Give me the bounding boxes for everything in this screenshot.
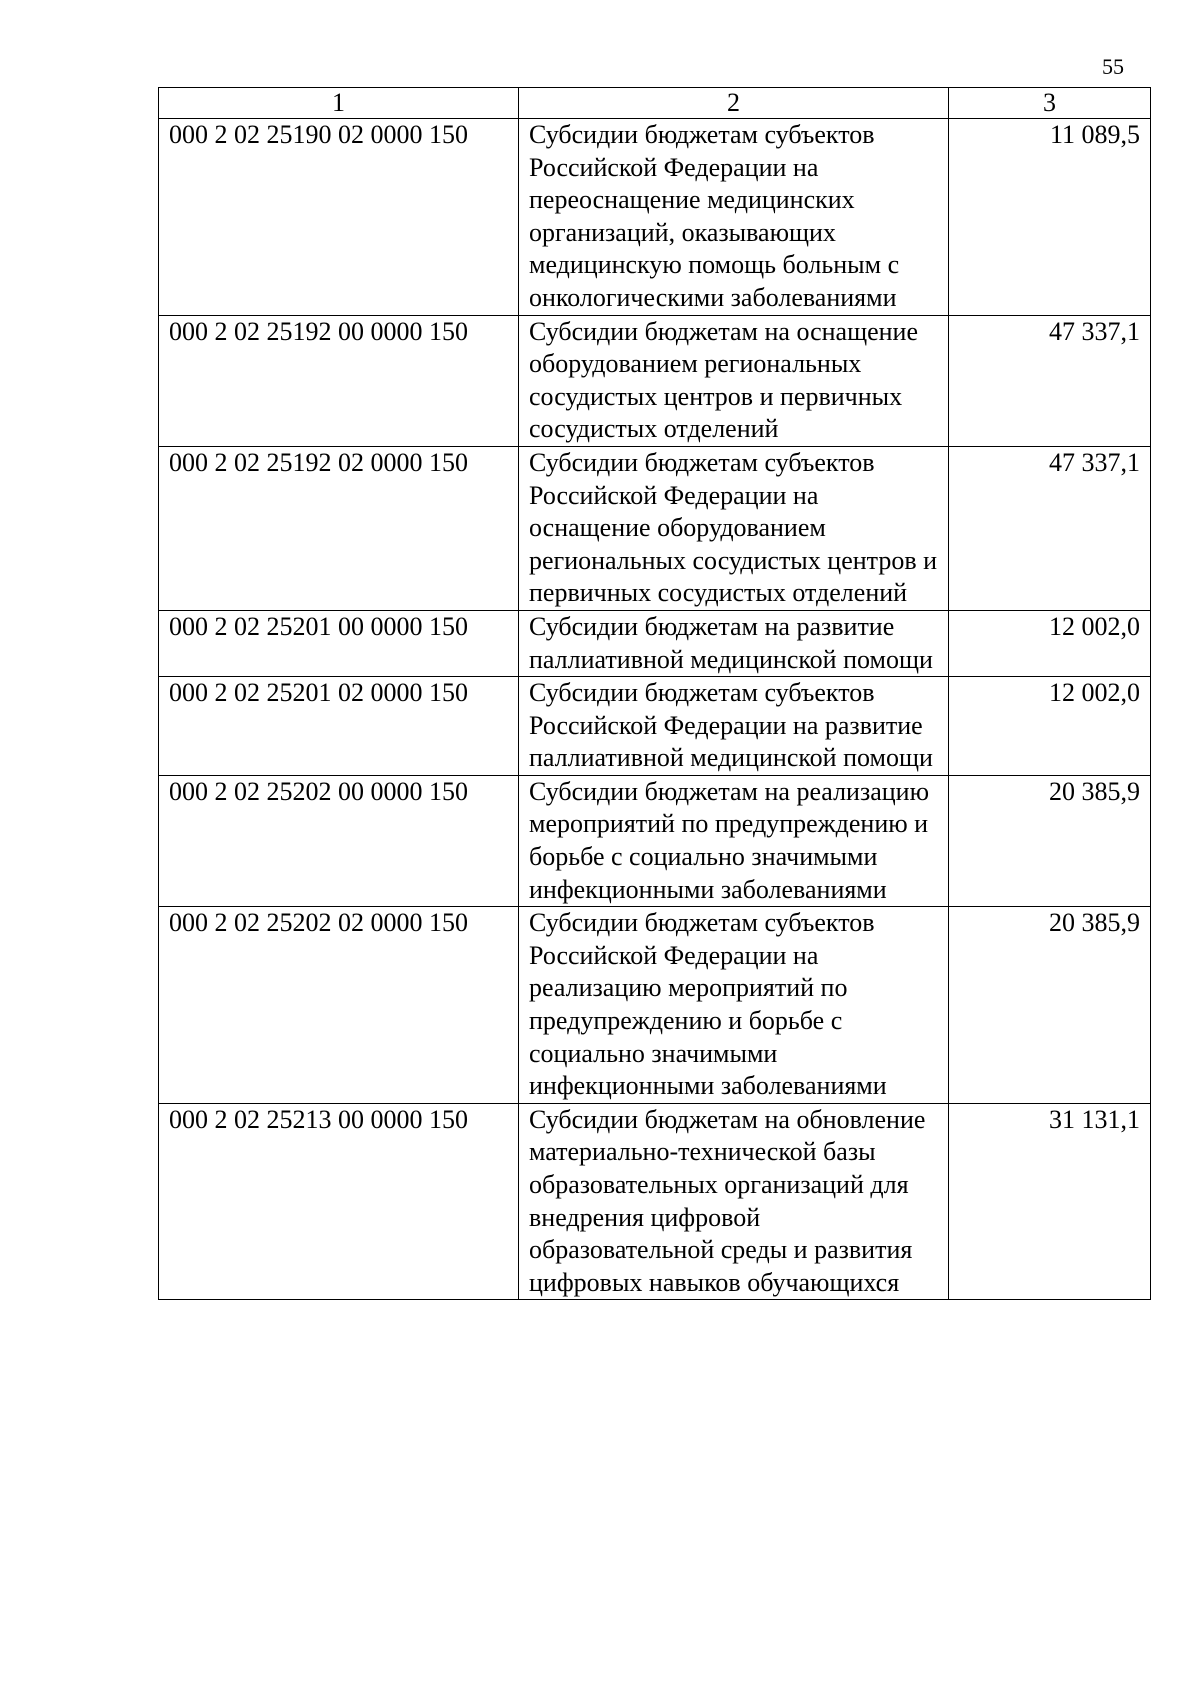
table-row (159, 119, 1151, 316)
budget-code-cell: 000 2 02 25201 02 0000 150 (159, 677, 519, 776)
amount-cell: 20 385,9 (949, 775, 1151, 906)
budget-code-cell: 000 2 02 25202 00 0000 150 (159, 775, 519, 906)
budget-code-cell: 000 2 02 25192 00 0000 150 (159, 315, 519, 446)
budget-code-cell: 000 2 02 25202 02 0000 150 (159, 907, 519, 1104)
description-cell: Субсидии бюджетам на оснащение оборудованием региональных сосудистых центров и первичных сосудистых отделений (519, 315, 949, 446)
amount-cell: 47 337,1 (949, 315, 1151, 446)
description-cell: Субсидии бюджетам субъектов Российской Федерации на переоснащение медицинских организаций, оказывающих медицинскую помощь больным с онкологическими заболеваниями (519, 119, 949, 316)
amount-cell: 11 089,5 (949, 119, 1151, 316)
table-row (159, 446, 1151, 610)
table-row (159, 907, 1151, 1104)
table-row (159, 315, 1151, 446)
table-row (159, 775, 1151, 906)
header-row (159, 88, 1151, 119)
amount-cell: 20 385,9 (949, 907, 1151, 1104)
description-cell: Субсидии бюджетам на реализацию мероприятий по предупреждению и борьбе с социально значимыми инфекционными заболеваниями (519, 775, 949, 906)
amount-cell: 31 131,1 (949, 1103, 1151, 1300)
budget-table (158, 87, 1151, 1300)
budget-code-cell: 000 2 02 25192 02 0000 150 (159, 446, 519, 610)
description-cell: Субсидии бюджетам субъектов Российской Федерации на развитие паллиативной медицинской помощи (519, 677, 949, 776)
column-header-2: 2 (519, 88, 949, 119)
budget-code-cell: 000 2 02 25201 00 0000 150 (159, 610, 519, 676)
table-row (159, 1103, 1151, 1300)
budget-code-cell: 000 2 02 25213 00 0000 150 (159, 1103, 519, 1300)
description-cell: Субсидии бюджетам на обновление материально-технической базы образовательных организаций для внедрения цифровой образовательной среды и развития цифровых навыков обучающихся (519, 1103, 949, 1300)
column-header-1: 1 (159, 88, 519, 119)
description-cell: Субсидии бюджетам субъектов Российской Федерации на оснащение оборудованием региональных сосудистых центров и первичных сосудистых отделений (519, 446, 949, 610)
page-number: 55 (1102, 54, 1124, 79)
budget-code-cell: 000 2 02 25190 02 0000 150 (159, 119, 519, 316)
table-row (159, 677, 1151, 776)
amount-cell: 47 337,1 (949, 446, 1151, 610)
amount-cell: 12 002,0 (949, 677, 1151, 776)
description-cell: Субсидии бюджетам на развитие паллиативной медицинской помощи (519, 610, 949, 676)
column-header-3: 3 (949, 88, 1151, 119)
table-row (159, 610, 1151, 676)
amount-cell: 12 002,0 (949, 610, 1151, 676)
description-cell: Субсидии бюджетам субъектов Российской Федерации на реализацию мероприятий по предупреждению и борьбе с социально значимыми инфекционными заболеваниями (519, 907, 949, 1104)
